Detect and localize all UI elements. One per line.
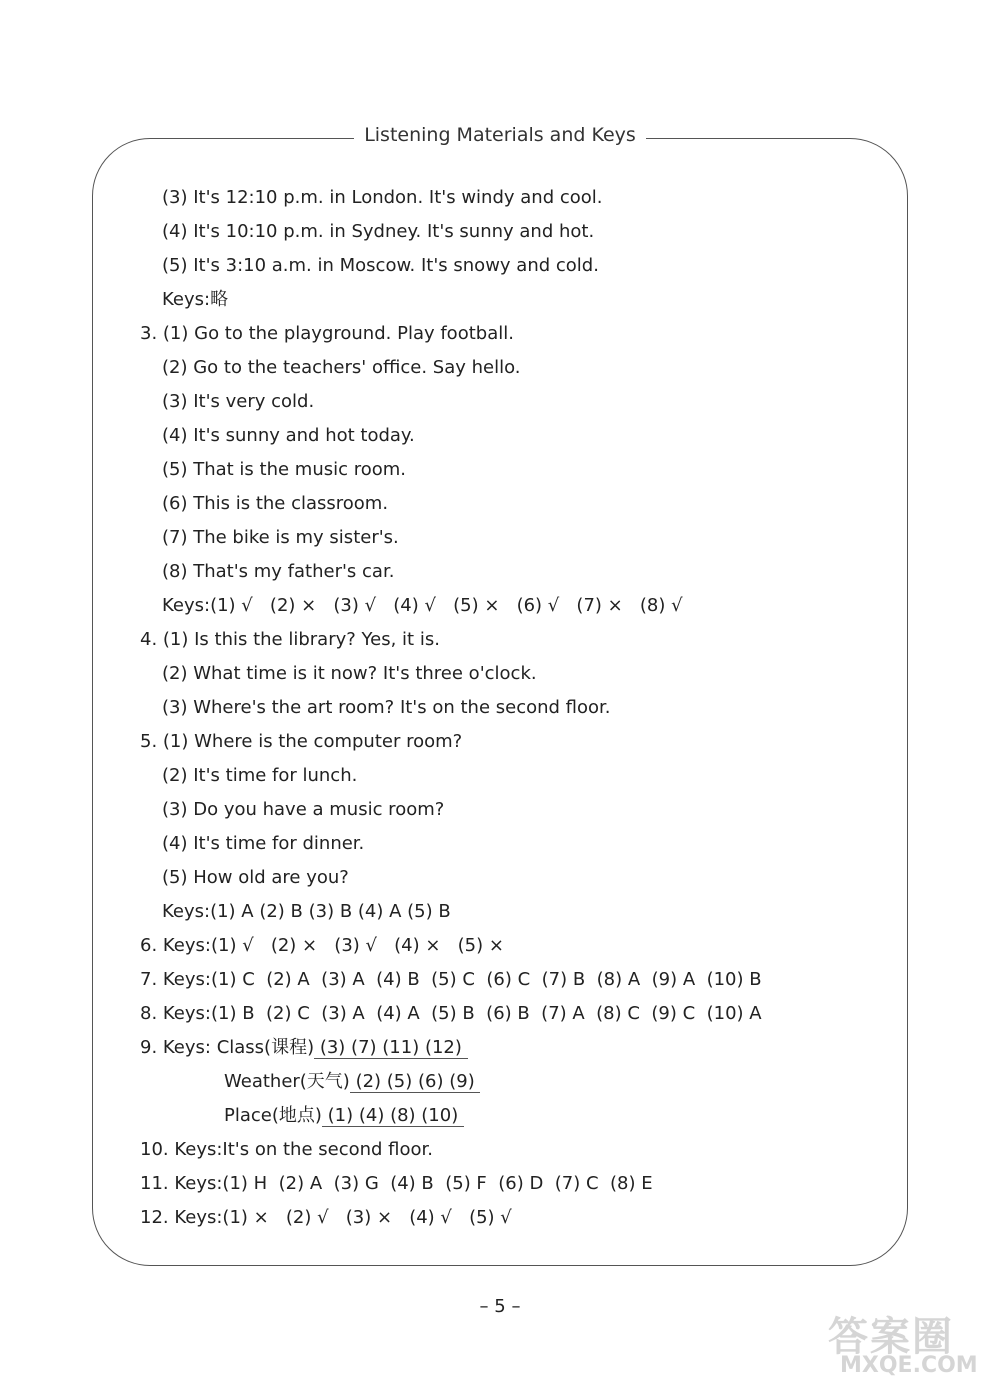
page-header (0, 124, 1000, 146)
answer-line: (7) The bike is my sister's. (162, 527, 399, 548)
answer-line: (3) It's very cold. (162, 391, 315, 412)
q9-place-value: (1) (4) (8) (10) (321, 1105, 464, 1126)
q9-class-value: (3) (7) (11) (12) (314, 1037, 468, 1058)
answer-line: (4) It's 10:10 p.m. in Sydney. It's sunny and hot. (162, 221, 595, 242)
header-title: Listening Materials and Keys (354, 124, 646, 146)
answer-line: (3) It's 12:10 p.m. in London. It's windy and cool. (162, 187, 603, 208)
answer-line: (2) What time is it now? It's three o'clock. (162, 663, 537, 684)
answer-line: 11. Keys:(1) H (2) A (3) G (4) B (5) F (6) D (7) C (8) E (140, 1173, 653, 1194)
answer-line: (5) It's 3:10 a.m. in Moscow. It's snowy and cold. (162, 255, 599, 276)
answer-line: (8) That's my father's car. (162, 561, 395, 582)
answer-line: 3. (1) Go to the playground. Play football. (140, 323, 514, 344)
watermark-logo (820, 1305, 990, 1385)
answer-line: 4. (1) Is this the library? Yes, it is. (140, 629, 440, 650)
watermark-bottom: MXQE.COM (840, 1353, 978, 1378)
answer-line: Keys:(1) √ (2) × (3) √ (4) √ (5) × (6) √ (7) × (8) √ (162, 595, 683, 616)
answer-line: 6. Keys:(1) √ (2) × (3) √ (4) × (5) × (140, 935, 504, 956)
q9-place-row (224, 1104, 464, 1128)
q9-class-label: Class(课程) (216, 1037, 315, 1058)
watermark-top: 答案圈 (828, 1314, 954, 1360)
answer-line: 7. Keys:(1) C (2) A (3) A (4) B (5) C (6) C (7) B (8) A (9) A (10) B (140, 969, 762, 990)
answer-line: 10. Keys:It's on the second floor. (140, 1139, 433, 1160)
answer-line: (3) Where's the art room? It's on the second floor. (162, 697, 611, 718)
q9-weather-value: (2) (5) (6) (9) (349, 1071, 481, 1092)
answer-line: 8. Keys:(1) B (2) C (3) A (4) A (5) B (6) B (7) A (8) C (9) C (10) A (140, 1003, 762, 1024)
answer-line: (5) That is the music room. (162, 459, 407, 480)
q9-weather-row (224, 1070, 480, 1094)
answer-line: (4) It's time for dinner. (162, 833, 365, 854)
q9-class-row (140, 1036, 468, 1060)
answer-line: Keys:(1) A (2) B (3) B (4) A (5) B (162, 901, 451, 922)
answer-line: (6) This is the classroom. (162, 493, 389, 514)
answer-line: Keys:略 (162, 289, 229, 310)
page-number: – 5 – (479, 1296, 521, 1317)
q9-prefix: 9. Keys: (140, 1037, 217, 1058)
answer-line: (3) Do you have a music room? (162, 799, 445, 820)
answer-line: 5. (1) Where is the computer room? (140, 731, 463, 752)
answer-line: 12. Keys:(1) × (2) √ (3) × (4) √ (5) √ (140, 1207, 512, 1228)
answer-line: (4) It's sunny and hot today. (162, 425, 415, 446)
q9-weather-label: Weather(天气) (224, 1071, 350, 1092)
answer-line: (2) It's time for lunch. (162, 765, 358, 786)
q9-place-label: Place(地点) (224, 1105, 322, 1126)
answer-line: (5) How old are you? (162, 867, 349, 888)
answer-line: (2) Go to the teachers' office. Say hello. (162, 357, 521, 378)
